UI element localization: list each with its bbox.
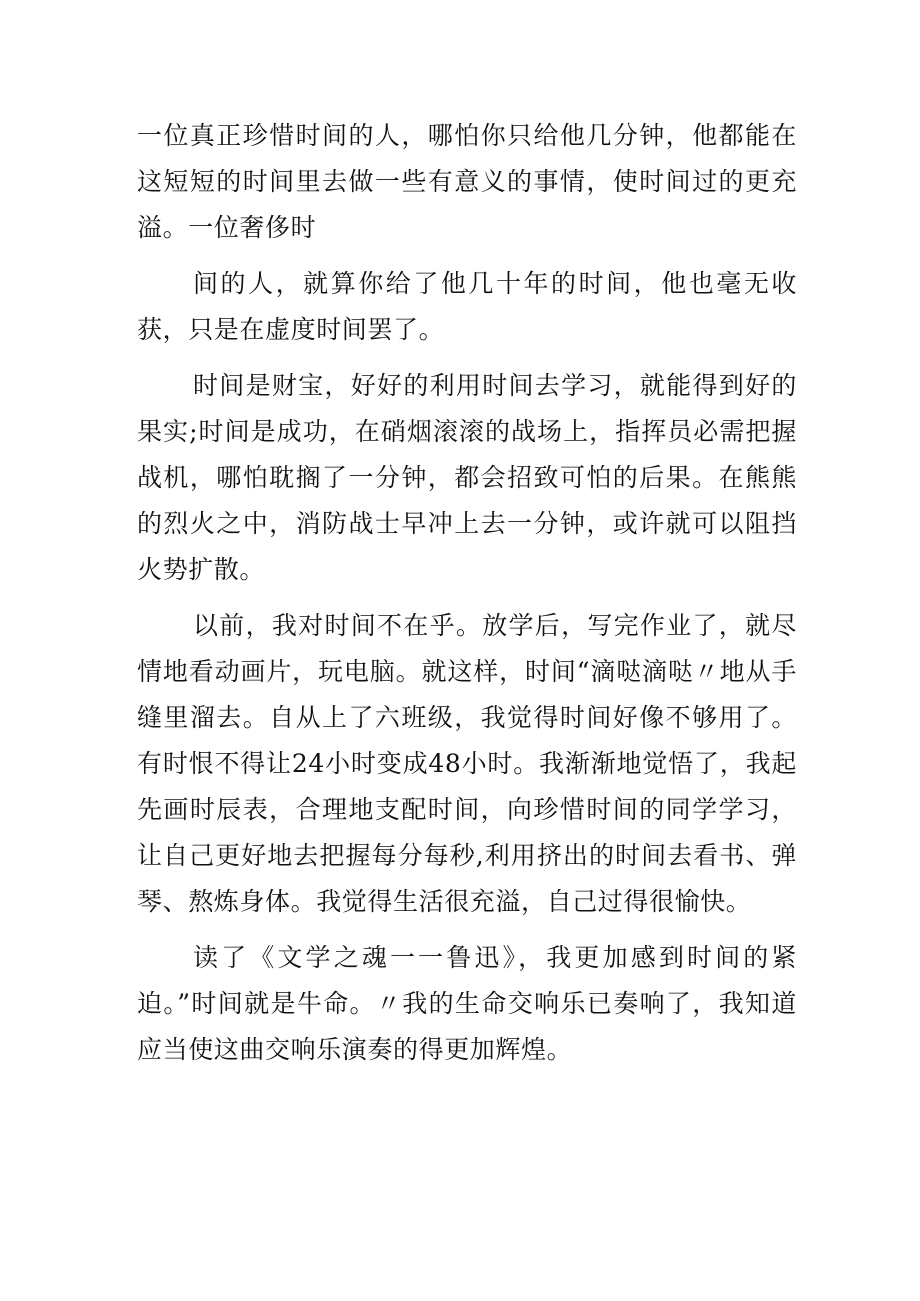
paragraph-2: 间的人，就算你给了他几十年的时间，他也毫无收获，只是在虚度时间罢了。 [137,269,797,344]
paragraph-4: 以前，我对时间不在乎。放学后，写完作业了，就尽情地看动画片，玩电脑。就这样，时间“滴哒滴哒〃地从手缝里溜去。自从上了六班级，我觉得时间好像不够用了。有时恨不得让24小时变成48小时。我渐渐地觉悟了，我起先画时辰表，合理地支配时间，向珍惜时间的同学学习，让自己更好地去把握每分每秒,利用挤出的时间去看书、弹琴、熬炼身体。我觉得生活很充溢，自己过得很愉快。 [137,611,797,916]
document-body [137,113,797,1083]
paragraph-5: 读了《文学之魂一一鲁迅》，我更加感到时间的紧迫。”时间就是牛命。〃我的生命交响乐已奏响了，我知道应当使这曲交响乐演奏的得更加辉煌。 [137,943,797,1064]
paragraph-1: 一位真正珍惜时间的人，哪怕你只给他几分钟，他都能在这短短的时间里去做一些有意义的事情，使时间过的更充溢。一位奢侈时 [137,121,797,242]
paragraph-3: 时间是财宝，好好的利用时间去学习，就能得到好的果实;时间是成功，在硝烟滚滚的战场上，指挥员必需把握战机，哪怕耽搁了一分钟，都会招致可怕的后果。在熊熊的烈火之中，消防战士早冲上去一分钟，或许就可以阻挡火势扩散。 [137,371,797,584]
